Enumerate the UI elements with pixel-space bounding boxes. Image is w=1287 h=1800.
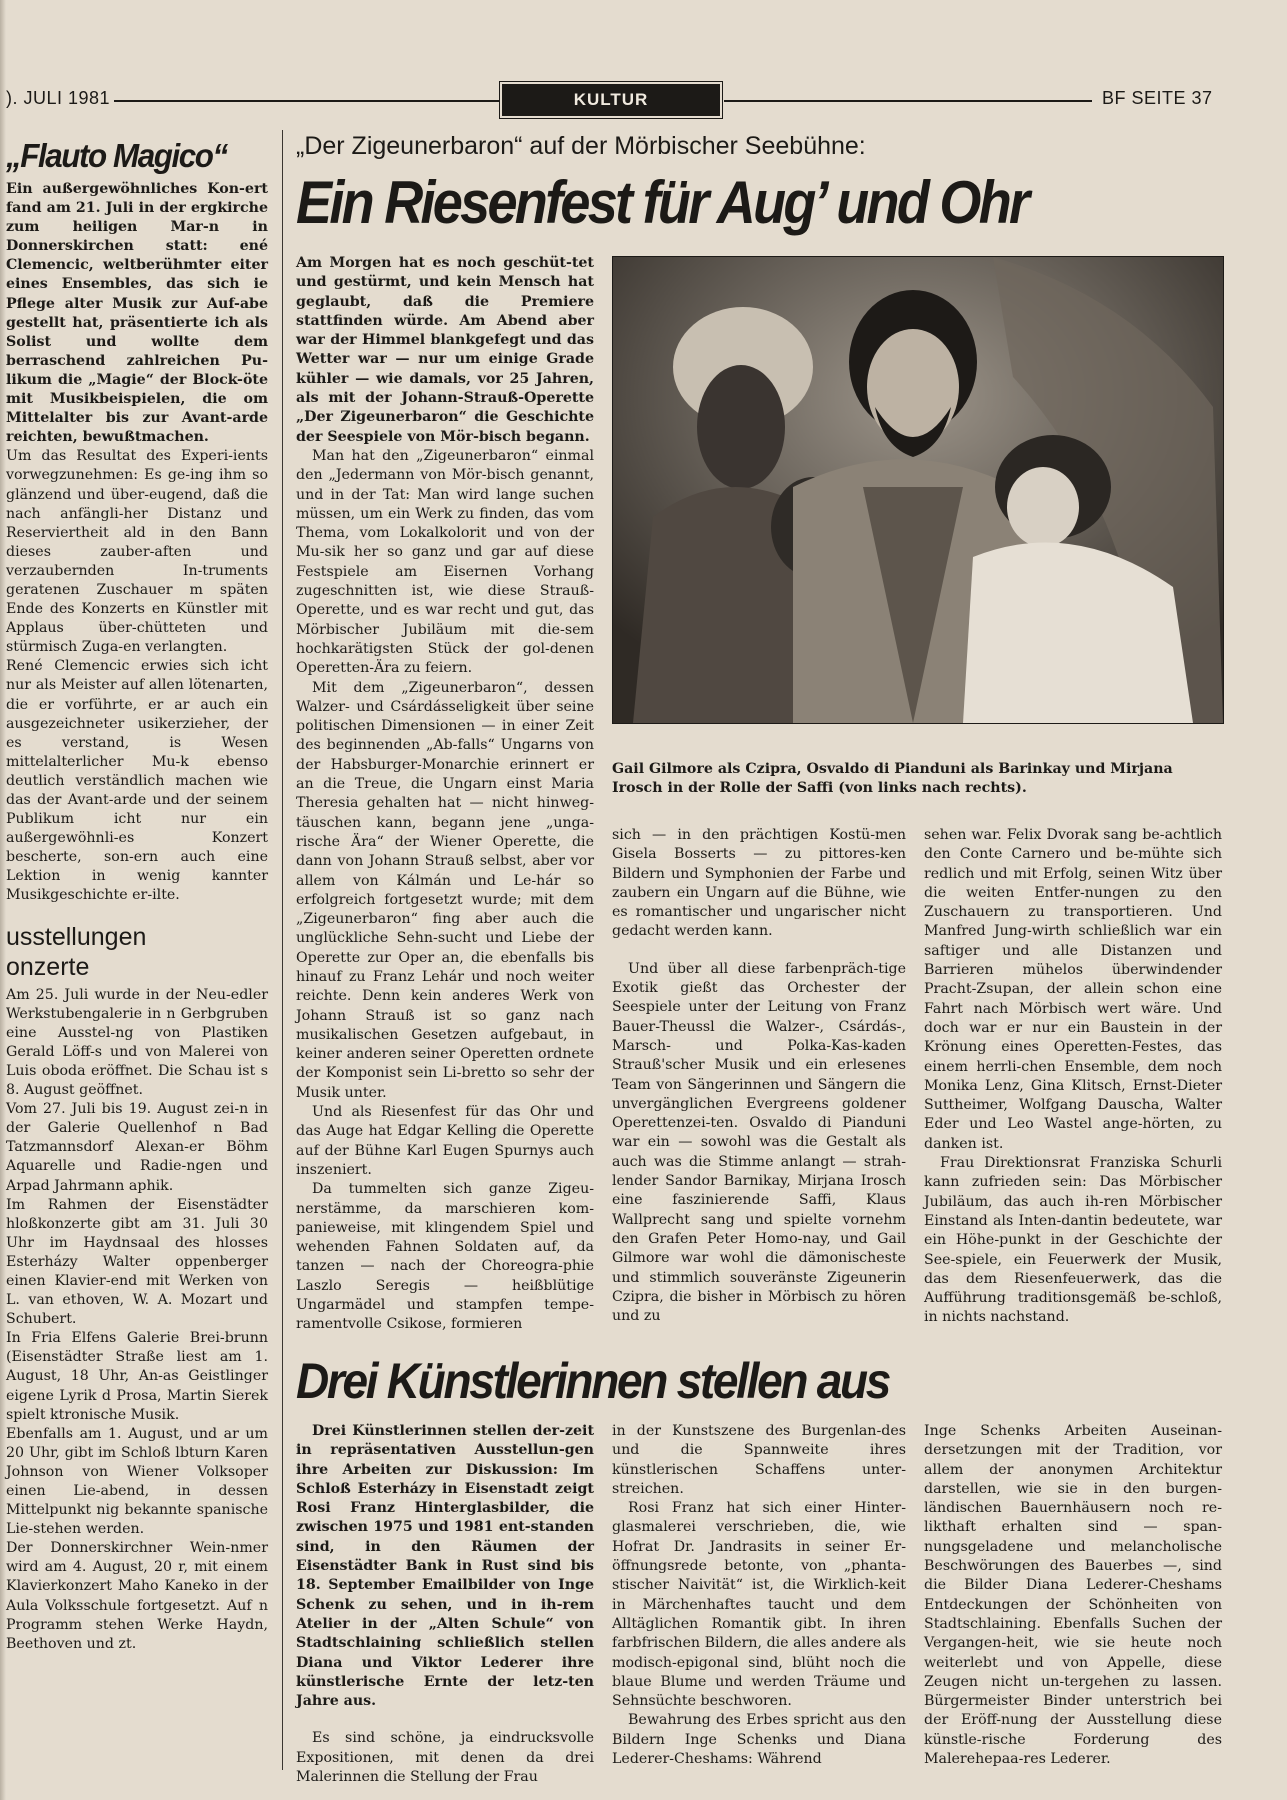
article-paragraph: Rosi Franz hat sich einer Hinter-glasmalerei verschrieben, die, wie Hofrat Dr. Jandrasits in seiner Er-öffnungsrede betonte, von „phanta-stischer Naivität“ ist, die Wirklich-keit in Märchenhaftes taucht und dem Alltäglichen Romantik gibt. In ihren farbfrischen Bildern, die alles andere als modisch-epigonal sind, blüht noch die blaue Blume und werden Träume und Sehnsüchte beschworen. xyxy=(612,1500,906,1710)
article2-headline: Drei Künstlerinnen stellen aus xyxy=(296,1353,890,1409)
article-paragraph: in der Kunstszene des Burgenlan-des und die Spannweite ihres künstlerischen Schaffens unter-streichen. xyxy=(612,1423,906,1497)
article-paragraph: Und als Riesenfest für das Ohr und das Auge hat Edgar Kelling die Operette auf der Bühne Karl Eugen Spurnys auch inszeniert. xyxy=(296,1104,594,1178)
article2-column-2 xyxy=(612,1422,906,1769)
header-rule-left xyxy=(114,100,500,102)
left-paragraph: In Fria Elfens Galerie Brei-brunn (Eisenstädter Straße liest am 1. August, 18 Uhr, An-as Geistlinger eigene Lyrik d Prosa, Martin Sierek spielt ktronische Musik. xyxy=(6,1330,268,1423)
left-column xyxy=(6,132,268,1782)
opera-photo xyxy=(612,256,1224,724)
article-paragraph: Da tummelten sich ganze Zigeu-nerstämme, da marschieren kom-panieweise, mit klingendem Spiel und wehenden Fahnen Soldaten auf, da tanzen — nach der Choreogra-phie Laszlo Seregis — heißblütige Ungarmädel und stampfen tempe-ramentvolle Csikose, formieren xyxy=(296,1181,594,1333)
page-header xyxy=(6,84,1228,118)
article-lead: Am Morgen hat es noch geschüt-tet und gestürmt, und kein Mensch hat geglaubt, daß die Premiere stattfinden würde. Am Abend aber war der Himmel blankgefegt und das Wetter war — nur um einige Grade kühler — wie damals, vor 25 Jahren, als mit der Johann-Strauß-Operette „Der Zigeunerbaron“ die Geschichte der Seespiele von Mör-bisch begann. xyxy=(296,255,594,445)
article2-column-1 xyxy=(296,1422,594,1787)
article-paragraph: Frau Direktionsrat Franziska Schurli kann zufrieden sein: Das Mörbischer Jubiläum, das auch ih-ren Mörbischer Einstand als Inten-dantin bedeutete, war ein Höhe-punkt in der Geschichte der See-spiele, ein Feuerwerk der Musik, das dem Riesenfeuerwerk, das die Aufführung traditionsgemäß be-schloß, in nichts nachstand. xyxy=(924,1155,1222,1326)
column-divider xyxy=(282,130,283,1770)
left-article-title: „Flauto Magico“ xyxy=(6,137,227,174)
left-paragraph: Am 25. Juli wurde in der Neu-edler Werkstubengalerie in n Gerbgruben eine Ausstel-ng von Plastiken Gerald Löff-s und von Malerei von Luis oboda eröffnet. Die Schau ist s 8. August geöffnet. xyxy=(6,986,268,1099)
article-paragraph: Mit dem „Zigeunerbaron“, dessen Walzer- und Csárdásseligkeit über seine politischen Dimensionen — in einer Zeit des beginnenden „Ab-falls“ Ungarns von der Habsburger-Monarchie erinnert er an die Treue, die Ungarn einst Maria Theresia gehalten hat — nicht hinweg-täuschen kann, begann jene „unga-rische Ära“ der Wiener Operette, die dann von Johann Strauß selbst, aber vor allem von Kálmán und Le-hár so erfolgreich fortgesetzt wurde; mit dem „Zigeunerbaron“ fing aber auch die unglückliche Sehn-sucht und Liebe der Operette zur Oper an, die ebenfalls bis hinauf zu Franz Lehár und noch weiter reichte. Denn kein anderes Werk von Johann Strauß ist so ganz nach musikalischen Gesetzen aufgebaut, in keiner anderen seiner Operetten ordnete der Komponist sein Li-bretto so sehr der Musik unter. xyxy=(296,679,594,1101)
left-subhead xyxy=(6,922,268,982)
section-label: KULTUR xyxy=(502,84,720,116)
article-paragraph: Man hat den „Zigeunerbaron“ einmal den „Jedermann von Mör-bisch genannt, und in der Tat: Man wird lange suchen müssen, um ein Werk zu finden, das vom Thema, vom Lokalkolorit und von der Mu-sik her so ganz und gar auf diese Festspiele am Eisernen Vorhang zugeschnitten ist, wie diese Strauß-Operette, und es war recht und gut, das Mörbischer Jubiläum mit die-sem hochkarätigsten Stück der gol-denen Operetten-Ära zu feiern. xyxy=(296,447,594,677)
left-paragraph: Im Rahmen der Eisenstädter hloßkonzerte gibt am 31. Juli 30 Uhr im Haydnsaal des hlosses Esterházy Walter oppenberger einen Klavier-end mit Werken von L. van ethoven, W. A. Mozart und Schubert. xyxy=(6,1196,268,1328)
article-paragraph: Und über all diese farbenpräch-tige Exotik gießt das Orchester der Seespiele unter der Leitung von Franz Bauer-Theussl die Walzer-, Csárdás-, Marsch- und Polka-Kas-kaden Strauß'scher Musik und ein erlesenes Team von Sängerinnen und Sängern die unvergänglichen Evergreens goldener Operettenzei-ten. Osvaldo di Pianduni war ein — sowohl was die Gestalt als auch was die Stimme anlangt — strah-lender Sandor Barnikay, Mirjana Irosch eine faszinierende Saffi, Klaus Wallprecht sang und spielte vornehm den Grafen Peter Homo-nay, und Gail Gilmore war wohl die dämonischeste und stimmlich souveränste Zigeunerin Czipra, die bisher in Mörbisch zu hören und zu xyxy=(612,960,906,1325)
article-headline: Ein Riesenfest für Aug’ und Ohr xyxy=(296,169,1028,236)
left-paragraph: Der Donnerskirchner Wein-nmer wird am 4. August, 20 r, mit einem Klavierkonzert Maho Kaneko in der Aula Volksschule fortgesetzt. Auf n Programm stehen Werke Haydn, Beethoven und zt. xyxy=(6,1540,268,1652)
left-paragraph: Um das Resultat des Experi-ients vorwegzunehmen: Es ge-ing ihm so glänzend und über-eugend, daß die nach anfängli-her Distanz und Reserviertheit ald in den Bann dieses zauber-aften und verzaubernden In-truments geratenen Zuschauer m späten Ende des Konzerts en Künstler mit Applaus über-chütteten und stürmisch Zuga-en verlangten. xyxy=(6,448,268,656)
header-rule-right xyxy=(724,100,1092,102)
article-paragraph: Inge Schenks Arbeiten Auseinan-dersetzungen mit der Tradition, vor allem der anonymen Architektur darstellen, wie sie in den burgen-ländischen Bauernhäusern noch re-likthaft erhalten sind — span-nungsgeladene und melancholische Beschwörungen des Bauerbes —, sind die Bilder Diana Lederer-Cheshams Entdeckungen der Schönheiten von Stadtschlaining. Ebenfalls Suchen der Vergangen-heit, wie sie heute noch weiterlebt und von Appelle, diese Zeugen nicht un-tergehen zu lassen. Bürgermeister Binder unterstrich bei der Eröff-nung der Ausstellung diese künstle-rische Forderung des Malerehepaa-res Lederer. xyxy=(924,1423,1222,1768)
subhead-line-1: usstellungen xyxy=(6,922,147,951)
article-paragraph: Bewahrung des Erbes spricht aus den Bildern Inge Schenks und Diana Lederer-Cheshams: Während xyxy=(612,1712,906,1768)
left-paragraph: Ein außergewöhnliches Kon-ert fand am 21. Juli in der ergkirche zum heiligen Mar-n in Donnerskirchen statt: ené Clemencic, weltberühmter eiter eines Ensembles, das sich ie Pflege alter Musik zur Auf-abe gestellt hat, präsentierte ich als Solist und wollte dem berraschend zahlreichen Pu-likum die „Magie“ der Block-öte mit Musikbeispielen, die om Mittelalter bis zur Avant-arde reichten, bewußtmachen. xyxy=(6,181,268,446)
article1-column-2 xyxy=(612,826,906,1326)
photo-illustration xyxy=(613,257,1223,723)
left-paragraph: Vom 27. Juli bis 19. August zei-n in der Galerie Quellenhof n Bad Tatzmannsdorf Alexan-er Böhm Aquarelle und Radie-ngen und Arpad Jahrmann aphik. xyxy=(6,1101,268,1194)
page-number: BF SEITE 37 xyxy=(1102,88,1213,108)
article2-column-3 xyxy=(924,1422,1222,1769)
subhead-line-2: onzerte xyxy=(6,952,90,981)
article-paragraph: sich — in den prächtigen Kostü-men Gisela Bosserts — zu pittores-ken Bildern und Symphonien der Farbe und zaubern ein Ungarn auf die Bühne, wie es romantischer und ungarischer nicht gedacht werden kann. xyxy=(612,827,906,940)
left-paragraph: Ebenfalls am 1. August, und ar um 20 Uhr, gibt im Schloß lbturn Karen Johnson von Wiener Volksoper einen Lie-abend, in dessen Mittelpunkt nig bekannte spanische Lie-stehen werden. xyxy=(6,1425,268,1538)
article1-column-1 xyxy=(296,254,594,1335)
left-paragraph: René Clemencic erwies sich icht nur als Meister auf allen lötenarten, die er vorführte, er ar auch ein ausgezeichneter usikerzieher, der es verstand, is Wesen mittelalterlicher Mu-k ebenso deutlich verständlich machen wie das der Avant-arde und der seinem Publikum icht nur ein außergewöhnli-es Konzert bescherte, son-ern auch eine Lektion in wenig kannter Musikgeschichte er-ilte. xyxy=(6,658,268,904)
article1-column-3 xyxy=(924,826,1222,1328)
article-lead: Drei Künstlerinnen stellen der-zeit in repräsentativen Ausstellun-gen ihre Arbeiten zur Diskussion: Im Schloß Esterházy in Eisenstadt zeigt Rosi Franz Hinterglasbilder, die zwischen 1975 und 1981 ent-standen sind, in den Räumen der Eisenstädter Bank in Rust sind bis 18. September Emailbilder von Inge Schenk zu sehen, und in ih-rem Atelier in der „Alten Schule“ von Stadtschlaining schließlich stellen Diana und Viktor Lederer ihre künstlerische Ernte der letz-ten Jahre aus. xyxy=(296,1423,594,1710)
article-kicker: „Der Zigeunerbaron“ auf der Mörbischer Seebühne: xyxy=(296,132,866,160)
issue-date: ). JULI 1981 xyxy=(6,88,111,108)
photo-caption: Gail Gilmore als Czipra, Osvaldo di Pianduni als Barinkay und Mirjana Irosch in der Rolle der Saffi (von links nach rechts). xyxy=(612,761,1173,797)
article-paragraph: sehen war. Felix Dvorak sang be-achtlich den Conte Carnero und be-mühte sich redlich und mit Erfolg, seinen Witz über die weiten Entfer-nungen zu den Zuschauern zu transportieren. Und Manfred Jung-wirth schließlich war ein saftiger und alle Distanzen und Barrieren mühelos überwindender Pracht-Zsupan, der allein schon eine Fahrt nach Mörbisch wert wäre. Und doch war er nur ein Baustein in der Krönung eines Operetten-Festes, das einem herrli-chen Ensemble, dem noch Monika Lenz, Gina Klitsch, Ernst-Dieter Suttheimer, Wolfgang Dauscha, Walter Eder und Leo Wastel ange-hörten, zu danken ist. xyxy=(924,827,1222,1152)
article-paragraph: Es sind schöne, ja eindrucksvolle Expositionen, mit denen da drei Malerinnen die Stellung der Frau xyxy=(296,1730,594,1786)
